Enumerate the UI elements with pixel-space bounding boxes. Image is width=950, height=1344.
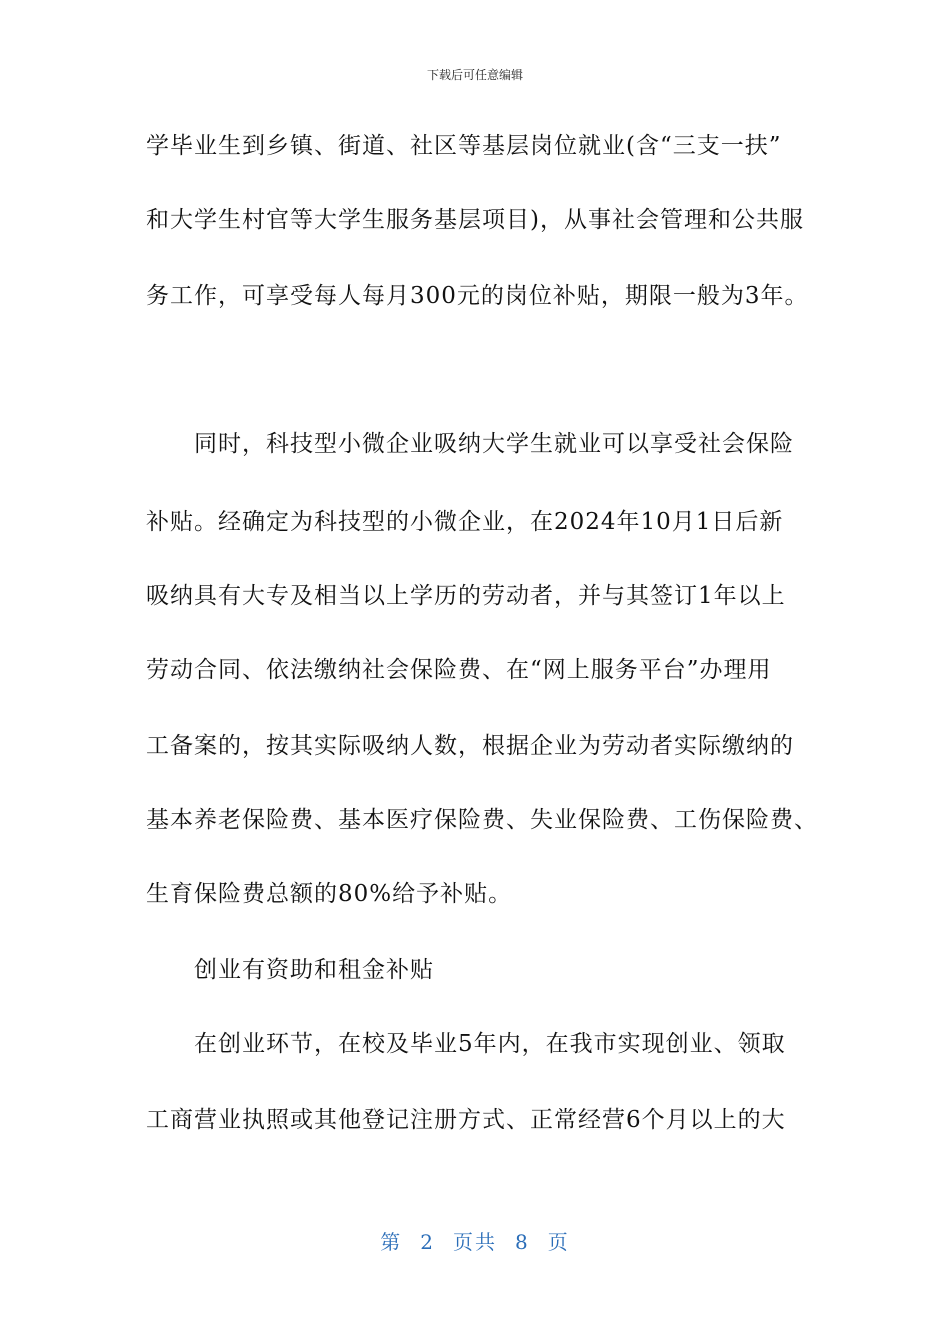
section-heading: 创业有资助和租金补贴 [194,957,434,983]
page-header-note: 下载后可任意编辑 [426,68,523,82]
current-page-number: 2 [420,1230,435,1254]
paragraph-line: 基本养老保险费、基本医疗保险费、失业保险费、工伤保险费、 [146,807,818,833]
paragraph-line: 在创业环节，在校及毕业5年内，在我市实现创业、领取 [194,1031,786,1057]
paragraph-line: 生育保险费总额的80%给予补贴。 [146,881,513,907]
paragraph-line: 工备案的，按其实际吸纳人数，根据企业为劳动者实际缴纳的 [146,733,794,759]
paragraph-line: 同时，科技型小微企业吸纳大学生就业可以享受社会保险 [194,431,794,457]
paragraph-line: 工商营业执照或其他登记注册方式、正常经营6个月以上的大 [146,1107,786,1133]
paragraph-line: 劳动合同、依法缴纳社会保险费、在“网上服务平台”办理用 [146,657,772,683]
paragraph-line: 吸纳具有大专及相当以上学历的劳动者，并与其签订1年以上 [146,583,786,609]
page-number-footer [0,1226,950,1255]
footer-middle: 页共 [453,1230,497,1254]
paragraph-line: 学毕业生到乡镇、街道、社区等基层岗位就业(含“三支一扶” [146,133,782,159]
footer-prefix: 第 [380,1230,403,1254]
paragraph-line: 和大学生村官等大学生服务基层项目)，从事社会管理和公共服 [146,207,804,233]
footer-suffix: 页 [547,1230,570,1254]
paragraph-line: 补贴。经确定为科技型的小微企业，在2024年10月1日后新 [146,509,784,535]
paragraph-line: 务工作，可享受每人每月300元的岗位补贴，期限一般为3年。 [146,283,809,309]
total-page-number: 8 [515,1230,530,1254]
